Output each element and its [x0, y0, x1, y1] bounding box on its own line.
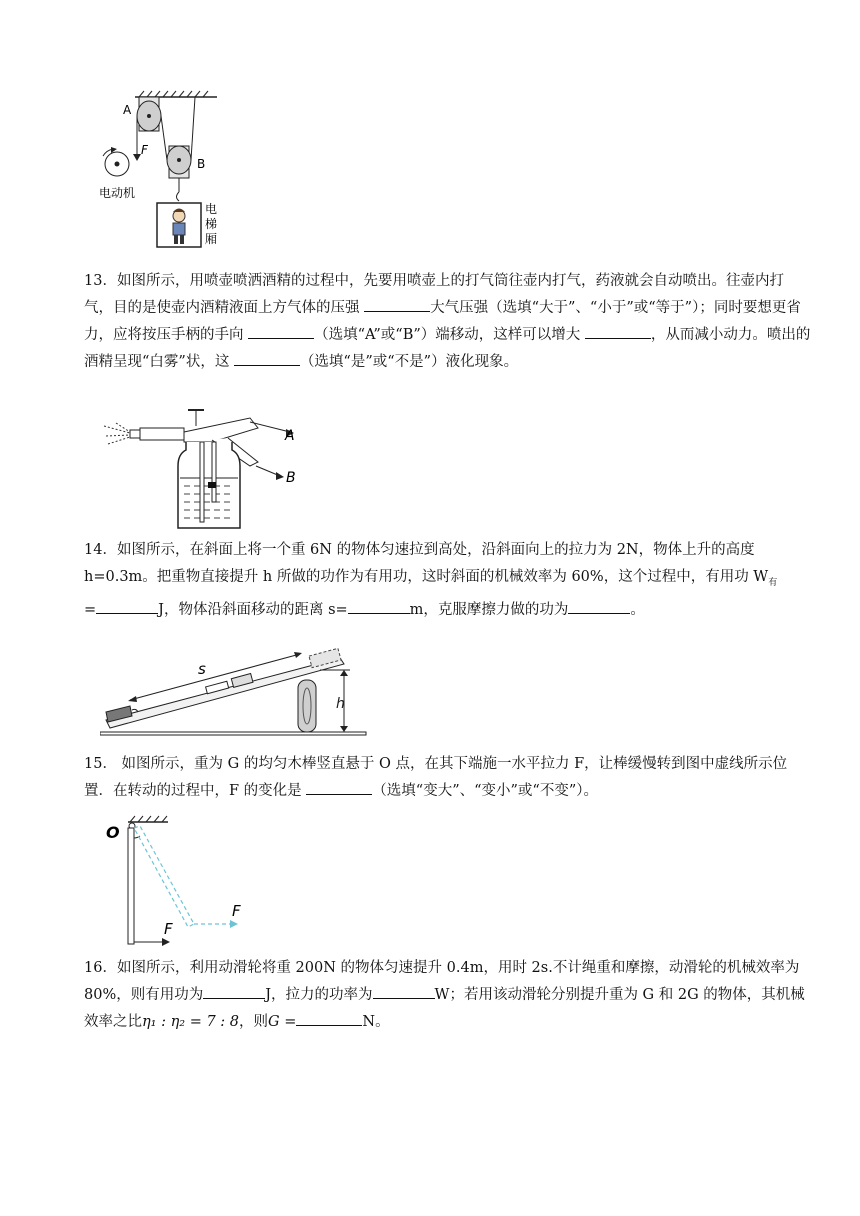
pivot-o-label: O: [106, 823, 120, 842]
car-label-1: 电: [205, 202, 218, 216]
force-f-dashed-label: F: [232, 902, 241, 920]
weight-g-symbol: G =: [268, 1014, 297, 1030]
elevator-pulley-figure: [95, 88, 225, 253]
rod-figure: [102, 812, 262, 946]
answer-blank[interactable]: [296, 1011, 362, 1026]
answer-blank[interactable]: [348, 599, 410, 614]
question-14-text: 14．如图所示，在斜面上将一个重 6N 的物体匀速拉到高处，沿斜面向上的拉力为 2N，物体上升的高度 h=0.3m。把重物直接提升 h 所做的功作为有用功，这时斜面的机械效率为 60%，这个过程中，有用功 $W_有$ = J，物体沿斜面移动的距离 s= m，克服摩擦力做的功为 。: [84, 542, 778, 618]
pulley-b-label: B: [197, 157, 206, 171]
distance-s-label: s: [198, 660, 206, 678]
force-f-label: F: [141, 143, 148, 157]
spray-bottle-figure: [100, 396, 310, 532]
question-15-text: 15． 如图所示，重为 G 的均匀木棒竖直悬于 O 点，在其下端施一水平拉力 F，让棒缓慢转到图中虚线所示位置．在转动的过程中，F 的变化是 （选填“变大”、“变小”或“不变”）。: [84, 756, 788, 799]
incline-figure: [100, 640, 370, 738]
question-16-text: 16．如图所示，利用动滑轮将重 200N 的物体匀速提升 0.4m，用时 2s.不计绳重和摩擦，动滑轮的机械效率为 80%，则有用功为 J，拉力的功率为 W；若用该动滑轮分别提升重为 G 和 2G 的物体，其机械效率之比η₁ : η₂ = 7 : 8，则G = N。: [84, 960, 805, 1030]
efficiency-ratio: η₁ : η₂ = 7 : 8: [142, 1014, 240, 1030]
answer-blank[interactable]: [203, 984, 265, 999]
force-f-label: F: [164, 920, 173, 938]
question-13-text: 13．如图所示，用喷壶喷洒酒精的过程中，先要用喷壶上的打气筒往壶内打气，药液就会自动喷出。往壶内打气，目的是使壶内酒精液面上方气体的压强 大气压强（选填“大于”、“小于”或“等于”）；同时要想更省力，应将按压手柄的手向 （选填“A”或“B”）端移动，这样可以增大 ，从而减小动力。喷出的酒精呈现“白雾”状，这 （选填“是”或“不是”）液化现象。: [84, 273, 811, 370]
answer-blank[interactable]: [585, 324, 651, 339]
answer-blank[interactable]: [373, 984, 435, 999]
car-label-2: 梯: [205, 217, 218, 231]
direction-a-label: A: [285, 428, 295, 444]
height-h-label: h: [336, 696, 345, 712]
car-label-3: 厢: [205, 232, 218, 246]
answer-blank[interactable]: [234, 351, 300, 366]
answer-blank[interactable]: [96, 599, 158, 614]
answer-blank[interactable]: [364, 297, 430, 312]
direction-b-label: B: [286, 470, 296, 486]
answer-blank[interactable]: [248, 324, 314, 339]
answer-blank[interactable]: [306, 780, 372, 795]
pulley-a-label: A: [123, 103, 132, 117]
answer-blank[interactable]: [568, 599, 630, 614]
motor-label: 电动机: [99, 186, 136, 200]
